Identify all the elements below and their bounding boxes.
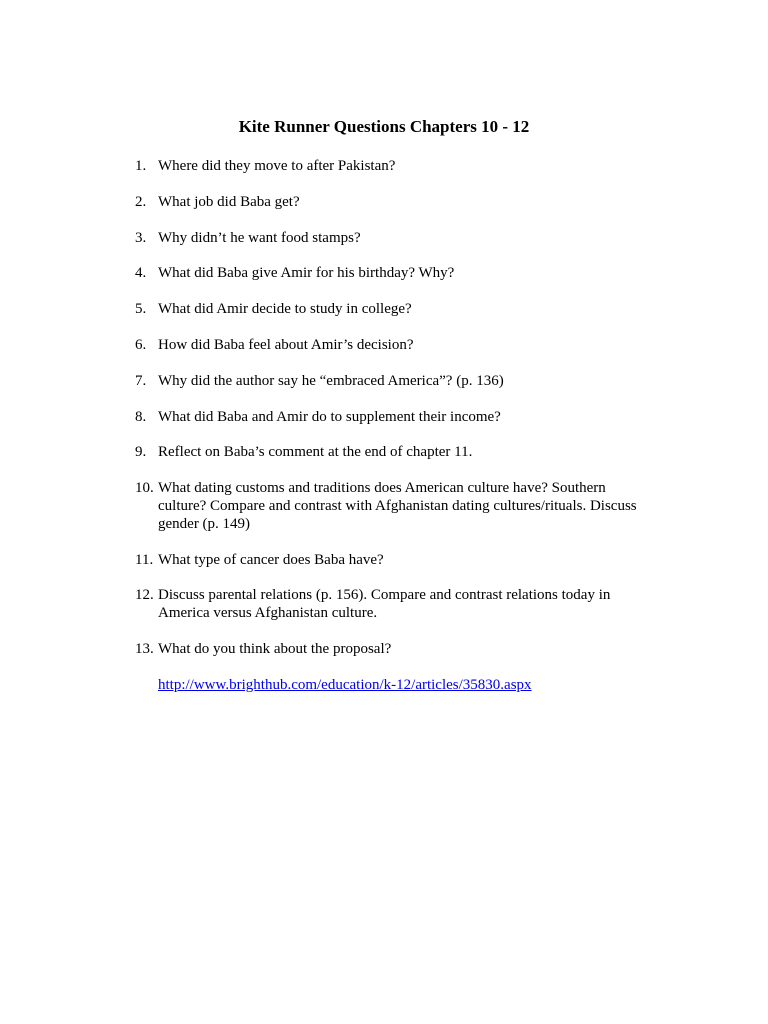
question-number: 12. [135,587,154,604]
question-text: Where did they move to after Pakistan? [158,158,396,174]
question-number: 11. [135,551,154,568]
question-item [0,480,768,533]
question-item [0,337,768,355]
question-text: Why didn’t he want food stamps? [158,229,361,246]
question-item [0,230,768,248]
question-item [0,301,768,319]
question-text: What did Amir decide to study in college? [158,301,412,318]
question-number: 5. [135,301,147,318]
question-text: What did Baba and Amir do to supplement their income? [158,408,501,425]
question-text: What type of cancer does Baba have? [158,551,384,568]
question-text: Reflect on Baba’s comment at the end of chapter 11. [158,444,473,461]
reference-link[interactable]: http://www.brighthub.com/education/k-12/articles/35830.aspx [158,677,532,693]
question-item [0,552,768,570]
question-text: What job did Baba get? [158,193,300,210]
question-number: 9. [135,444,147,461]
reference-link-row [158,676,532,694]
question-number: 10. [135,480,154,497]
question-item [0,373,768,391]
question-item [0,444,768,462]
question-text: What do you think about the proposal? [158,640,392,657]
question-number: 8. [135,408,147,425]
question-text: What did Baba give Amir for his birthday? Why? [158,265,455,282]
document-title: Kite Runner Questions Chapters 10 - 12 [238,117,530,136]
question-item [0,194,768,212]
question-item [0,587,768,623]
question-text: Why did the author say he “embraced America”? (p. 136) [158,372,504,389]
question-text: What dating customs and traditions does American culture have? Southern culture? Compare and contrast with Afghanistan dating cultures/rituals. Discuss gender (p. 149) [158,480,637,532]
question-number: 4. [135,265,147,282]
question-number: 3. [135,229,147,246]
question-item [0,641,768,659]
question-text: Discuss parental relations (p. 156). Compare and contrast relations today in America versus Afghanistan culture. [158,587,611,622]
question-number: 13. [135,640,154,657]
question-number: 1. [135,158,147,174]
question-item [0,409,768,427]
question-number: 2. [135,193,147,210]
question-list [0,158,768,677]
question-number: 7. [135,372,147,389]
question-text: How did Baba feel about Amir’s decision? [158,336,414,353]
question-number: 6. [135,336,147,353]
question-item [0,158,768,176]
question-item [0,265,768,283]
